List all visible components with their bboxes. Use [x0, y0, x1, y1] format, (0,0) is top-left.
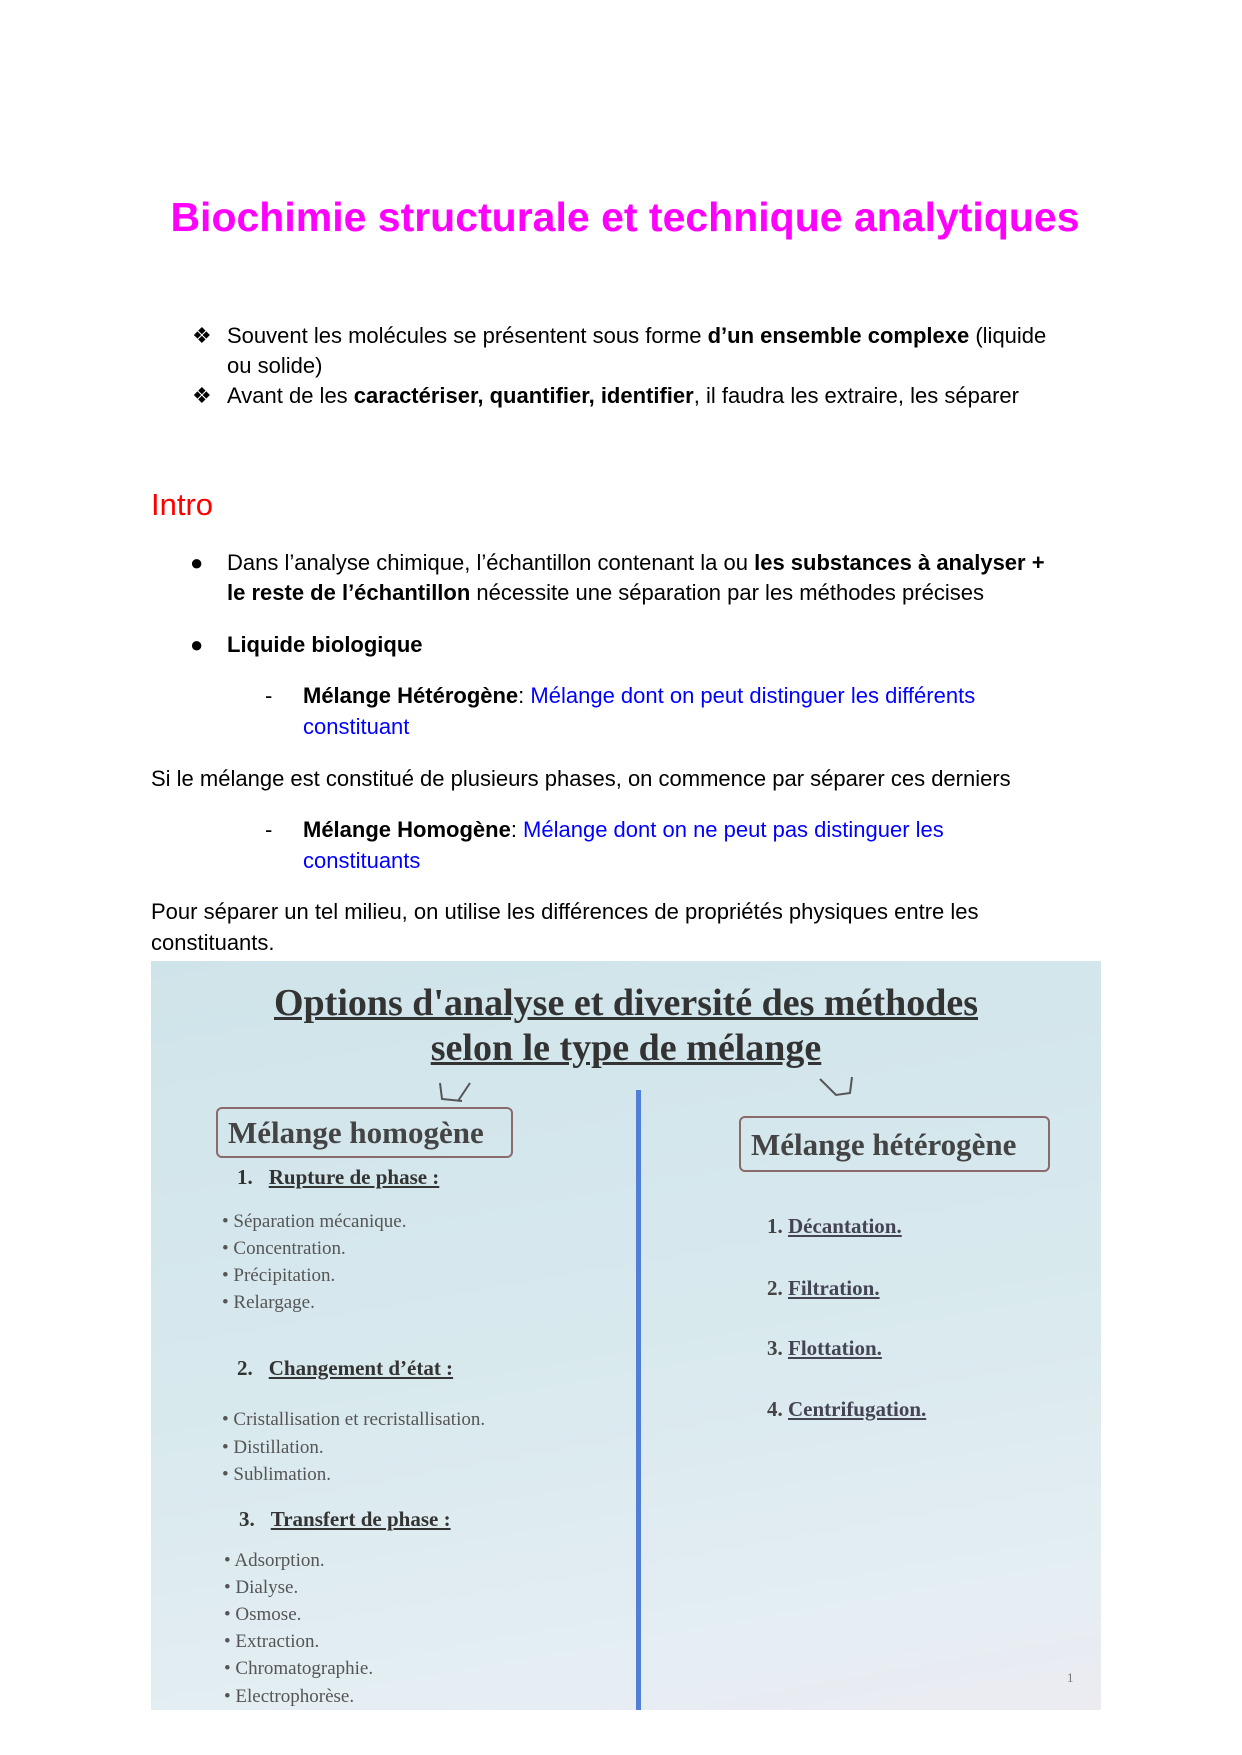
text: , il faudra les extraire, les séparer [693, 383, 1019, 408]
list-item: • Extraction. [224, 1631, 320, 1652]
bold-text: d’un ensemble complexe [707, 323, 970, 348]
group-heading [237, 1164, 439, 1190]
paragraph: Pour séparer un tel milieu, on utilise les différences de propriétés physiques entre les [151, 899, 979, 924]
heterogene-def-line2: constituant [303, 714, 410, 739]
text: Souvent les molécules se présentent sous forme [227, 323, 708, 348]
item: Electrophorèse. [235, 1686, 355, 1707]
num: 1. [237, 1165, 253, 1189]
heterogene-box: Mélange hétérogène [739, 1116, 1050, 1172]
label: Décantation. [788, 1214, 902, 1238]
item: Cristallisation et recristallisation. [233, 1409, 486, 1430]
text: Dans l’analyse chimique, l’échantillon contenant la ou [227, 550, 755, 575]
arrow-left-icon [436, 1079, 476, 1107]
right-item [767, 1335, 882, 1361]
arrow-right-icon [816, 1073, 856, 1103]
dot-bullet-icon: ● [190, 632, 204, 657]
list-item: • Adsorption. [224, 1550, 325, 1571]
figure-title-2: selon le type de mélange [430, 1027, 822, 1069]
text: Avant de les [227, 383, 354, 408]
intro-bullet-2 [227, 381, 1019, 411]
definition: Mélange dont on ne peut pas distinguer les [516, 817, 944, 842]
colon: : [510, 817, 517, 842]
item: Chromatographie. [235, 1658, 374, 1679]
list-item: • Concentration. [222, 1238, 346, 1259]
list-item: • Dialyse. [224, 1577, 299, 1598]
intro-b1-line1 [227, 548, 1045, 578]
intro-bullet-1-line2: ou solide) [227, 353, 323, 378]
methods-figure [151, 961, 1101, 1710]
term: Mélange Homogène [303, 817, 511, 842]
num: 3. [239, 1507, 255, 1531]
right-item [767, 1396, 926, 1422]
item: Adsorption. [234, 1550, 325, 1571]
list-item: • Relargage. [222, 1292, 315, 1313]
dot-bullet-icon: ● [190, 550, 204, 575]
right-item [767, 1213, 902, 1239]
num: 3. [767, 1336, 783, 1360]
item: Précipitation. [233, 1265, 336, 1286]
list-item: • Cristallisation et recristallisation. [222, 1409, 486, 1430]
list-item: • Chromatographie. [224, 1658, 374, 1679]
text: (liquide [969, 323, 1047, 348]
dash-bullet-icon: - [265, 817, 273, 842]
diamond-bullet-icon: ❖ [192, 383, 212, 408]
item: Séparation mécanique. [233, 1211, 407, 1232]
term: Mélange Hétérogène [303, 683, 519, 708]
label: Centrifugation. [788, 1397, 927, 1421]
item: Concentration. [233, 1238, 346, 1259]
intro-b1-line2 [227, 578, 984, 608]
item: Dialyse. [235, 1577, 299, 1598]
page-title: Biochimie structurale et technique analytiques [170, 194, 1080, 240]
list-item: • Séparation mécanique. [222, 1211, 407, 1232]
list-item: • Distillation. [222, 1437, 324, 1458]
list-item: • Electrophorèse. [224, 1686, 355, 1707]
homogene-def [303, 815, 944, 845]
list-item: • Osmose. [224, 1604, 302, 1625]
dash-bullet-icon: - [265, 683, 273, 708]
num: 2. [237, 1356, 253, 1380]
label: Rupture de phase : [268, 1165, 440, 1189]
list-item: • Sublimation. [222, 1464, 332, 1485]
item: Osmose. [235, 1604, 302, 1625]
group-heading [237, 1355, 453, 1381]
figure-title-1: Options d'analyse et diversité des méthodes [273, 982, 979, 1024]
label: Flottation. [788, 1336, 882, 1360]
num: 4. [767, 1397, 783, 1421]
item: Sublimation. [233, 1464, 332, 1485]
list-item: • Précipitation. [222, 1265, 336, 1286]
liquide-biologique: Liquide biologique [227, 632, 423, 657]
intro-heading: Intro [151, 487, 214, 522]
heterogene-def [303, 681, 975, 711]
item: Distillation. [233, 1437, 324, 1458]
label: Transfert de phase : [270, 1507, 451, 1531]
num: 2. [767, 1276, 783, 1300]
intro-bullet-1 [227, 321, 1046, 351]
bold-text: le reste de l’échantillon [227, 580, 471, 605]
text: nécessite une séparation par les méthodes précises [470, 580, 984, 605]
homogene-box: Mélange homogène [216, 1107, 513, 1158]
label: Changement d’état : [268, 1356, 454, 1380]
paragraph: constituants. [151, 930, 275, 955]
slide-page-number: 1 [1067, 1670, 1074, 1685]
item: Relargage. [233, 1292, 315, 1313]
column-divider [636, 1090, 641, 1710]
colon: : [518, 683, 525, 708]
diamond-bullet-icon: ❖ [192, 323, 212, 348]
definition: Mélange dont on peut distinguer les différents [524, 683, 976, 708]
num: 1. [767, 1214, 783, 1238]
item: Extraction. [235, 1631, 320, 1652]
homogene-def-line2: constituants [303, 848, 421, 873]
label: Filtration. [788, 1276, 880, 1300]
bold-text: caractériser, quantifier, identifier [353, 383, 694, 408]
group-heading [239, 1506, 451, 1532]
right-item [767, 1275, 880, 1301]
paragraph: Si le mélange est constitué de plusieurs phases, on commence par séparer ces derniers [151, 766, 1011, 791]
bold-text: les substances à analyser + [754, 550, 1045, 575]
